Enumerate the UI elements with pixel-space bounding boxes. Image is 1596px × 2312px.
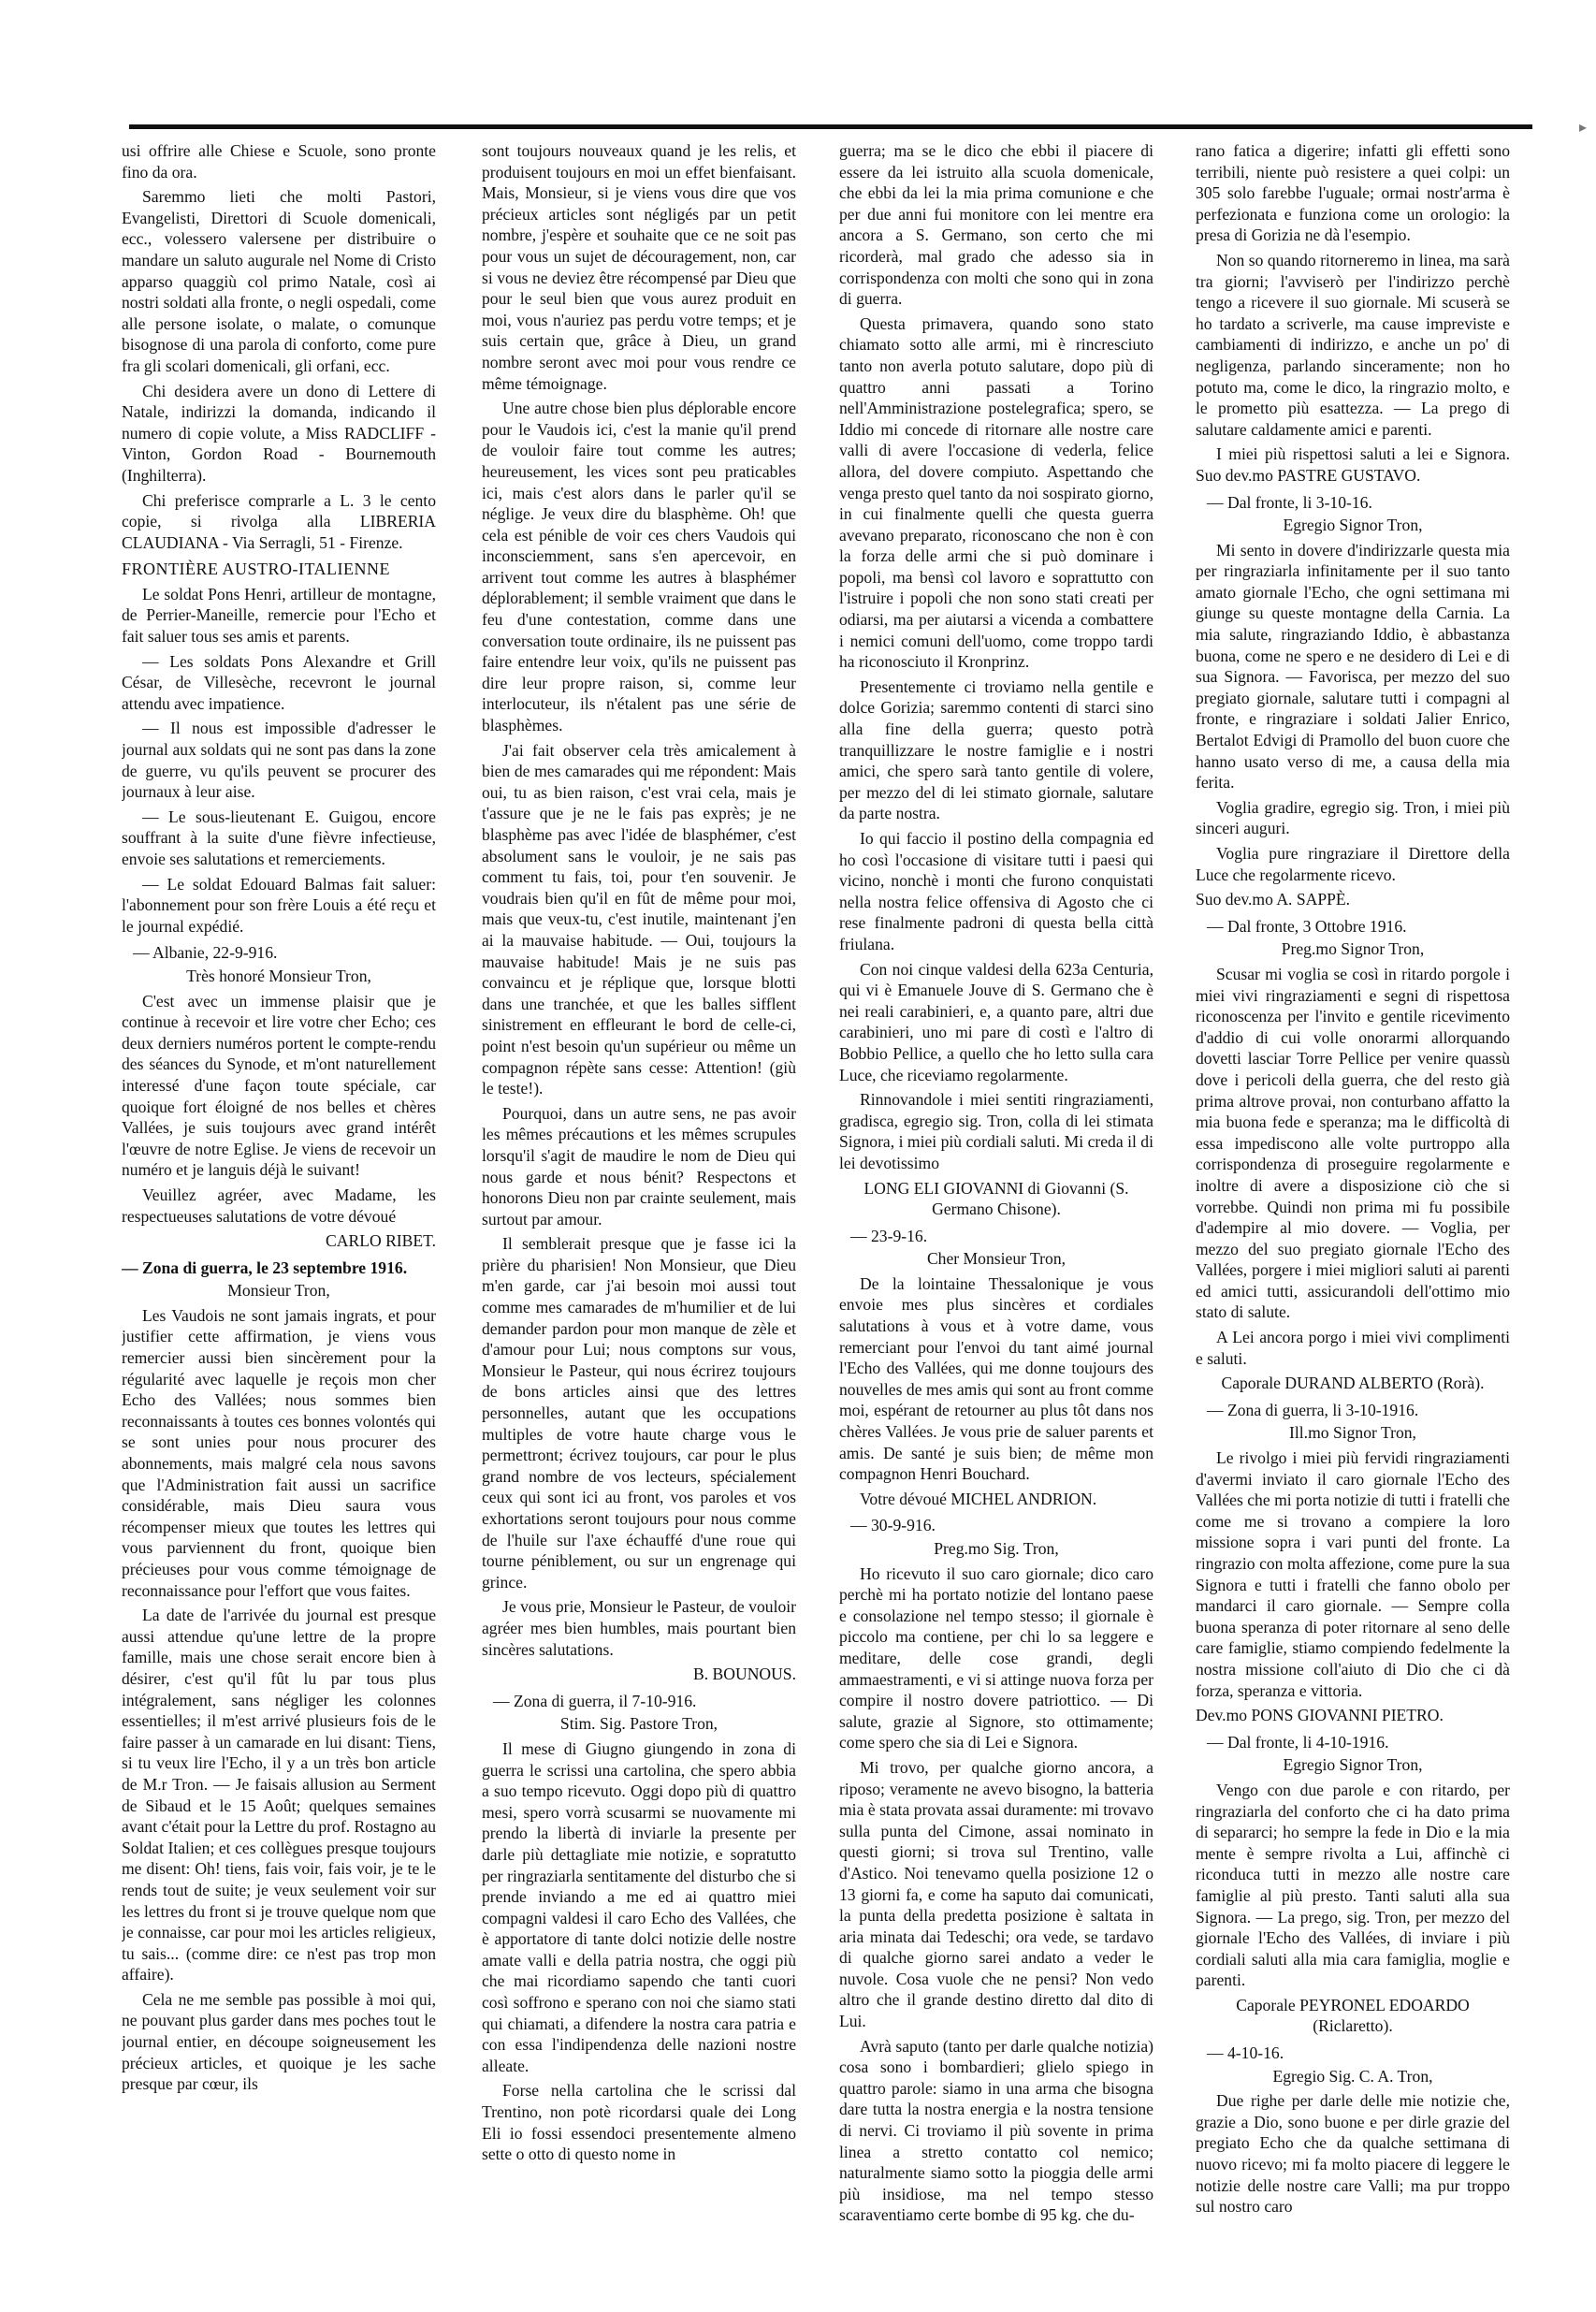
letter-salutation: Egregio Signor Tron, — [1283, 516, 1423, 535]
paragraph: Je vous prie, Monsieur le Pasteur, de vouloir agréer mes bien humbles, mais pourtant bien sincères salutations. — [482, 1597, 796, 1659]
letter-dateline: — Zona di guerra, li 3-10-1916. — [1207, 1400, 1419, 1419]
letter-dateline: — Dal fronte, li 4-10-1916. — [1207, 1732, 1389, 1752]
letter-signature: Caporale PEYRONEL EDOARDO (Riclaretto). — [1236, 1995, 1470, 2036]
letter-salutation: Monsieur Tron, — [227, 1281, 330, 1301]
paragraph: — Le soldat Edouard Balmas fait saluer: l'abonnement pour son frère Louis a été reçu et le journal expédié. — [122, 874, 436, 936]
paragraph: Il semblerait presque que je fasse ici la prière du pharisien! Non Monsieur, que Dieu m'en garde, car j'ai besoin moi aussi tout comme mes camarades de m'humilier et de lui demander pardon pour mon manque de zèle et d'amour pour Lui; nous comptons sur vous, Monsieur le Pasteur, qui nous écrirez toujours de bons articles ainsi que des lettres personnelles, autant que les occupations multiples de votre haute charge vous le permettront; écrivez toujours, car pour le plus grand nombre de vos lecteurs, spécialement ceux qui sont ici au front, vos paroles et vos exhortations seront toujours pour nous comme de l'huile sur l'axe échauffé d'une roue qui tourne péniblement, ou sur un engrenage qui grince. — [482, 1234, 796, 1592]
paragraph: J'ai fait observer cela très amicalement à bien de mes camarades qui me répondent: Mais oui, tu as bien raison, c'est vrai cela, mais je t'assure que je ne le fais pas exprès; je ne blasphème pas avec l'idée de blasphémer, c'est absolument sans le vouloir, je ne sais pas comment tu fais, toi, pour t'en souvenir. Je voudrais bien qu'il en fût de même pour moi, mais que veux-tu, c'est inutile, maintenant j'en ai la mauvaise habitude. — Oui, toujours la mauvaise habitude! Mais je ne suis pas convaincu et je réplique que, lorsque blotti dans une tranchée, et que les balles sifflent sinistrement en effleurant le bord de celle-ci, point n'est besoin qu'un supérieur ou même un compagnon répète sans cesse: Attention! (giù le teste!). — [482, 740, 796, 1098]
paragraph: A Lei ancora porgo i miei vivi complimenti e saluti. — [1196, 1328, 1510, 1368]
paragraph: Veuillez agréer, avec Madame, les respectueuses salutations de votre dévoué — [122, 1185, 436, 1226]
paragraph: guerra; ma se le dico che ebbi il piacere di essere da lei istruito alla scuola domenicale, che ebbi da lei la mia prima comunione e che per due anni fui monitore con lei mentre era ancora a S. Germano, son certo che mi ricorderà, mal grado che adesso sia in corrispondenza con molti che sono qui in zona di guerra. — [839, 141, 1153, 309]
letter-salutation: Egregio Sig. C. A. Tron, — [1272, 2066, 1433, 2086]
paragraph: Rinnovandole i miei sentiti ringraziamenti, gradisca, egregio sig. Tron, colla di lei stimata Signora, i miei più cordiali saluti. Mi creda il di lei devotissimo — [839, 1090, 1153, 1172]
paragraph: Presentemente ci troviamo nella gentile e dolce Gorizia; saremmo contenti di starci sino alla fine della guerra; questo potrà tranquillizzare le nostre famiglie e i nostri amici, che spero sarà tanto gentile di volere, per mezzo del di lei stimato giornale, salutare da parte nostra. — [839, 676, 1153, 823]
letter-dateline: — Dal fronte, 3 Ottobre 1916. — [1207, 916, 1407, 936]
paragraph: Il mese di Giugno giungendo in zona di guerra le scrissi una cartolina, che spero abbia a suo tempo ricevuto. Oggi dopo più di quattro mesi, spero vorrà scusarmi se nuovamente mi prendo la libertà di inviarle la presente per darle più dettagliate mie notizie, e sopratutto per ringraziarla sentitamente del disturbo che si prende inviando a me ed ai quattro miei compagni valdesi il caro Echo des Vallées, che è apportatore di tante dolci notizie delle nostre amate valli e della patria nostra, che oggi più che mai ricordiamo sapendo che tanti cuori così soffrono e sperano con noi che siamo stati qui chiamati, a difendere la nostra cara patria e con essa l'indipendenza delle nazioni nostre alleate. — [482, 1738, 796, 2075]
paragraph: Non so quando ritorneremo in linea, ma sarà tra giorni; l'avviserò per l'indirizzo perchè tengo a ricevere il suo giornale. Mi scuserà se ho tardato a scriverle, ma cause impreviste e cambiamenti di indirizzo, e anche un po' di negligenza, parlando sinceramente; non ho potuto ma, come le dico, la ringrazio molto, e le prometto più esattezza. — La prego di salutare caldamente amici e parenti. — [1196, 250, 1510, 439]
letter-salutation: Cher Monsieur Tron, — [926, 1249, 1066, 1269]
paragraph: De la lointaine Thessalonique je vous envoie mes plus sincères et cordiales salutations à vous et à votre dame, vous remerciant pour l'envoi du tant aimé journal l'Echo des Vallées, qui me donne toujours des nouvelles de mes amis qui sont au front comme moi, espérant de retourner au plus tôt dans nos chères Vallées. Je vous prie de saluer parents et amis. De santé je suis bien; de même mon compagnon Henri Bouchard. — [839, 1273, 1153, 1484]
paragraph: Voglia gradire, egregio sig. Tron, i miei più sinceri auguri. — [1196, 797, 1510, 838]
letter-signature: CARLO RIBET. — [326, 1231, 436, 1251]
paragraph: Io qui faccio il postino della compagnia ed ho così l'occasione di visitare tutti i paesi qui vicino, nonchè i monti che furono conquistati nella nostra felice offensiva di Agosto che ci rese finalmente padroni di questa bella città friulana. — [839, 829, 1153, 953]
letter-dateline: — Zona di guerra, il 7-10-916. — [493, 1691, 697, 1710]
paragraph: Due righe per darle delle mie notizie che, grazie a Dio, sono buone e per dirle grazie del pregiato Echo che da qualche settimana di nuovo ricevo; mi fa molto piacere di leggere le notizie delle nostre care Valli; ma pur troppo sul nostro caro — [1196, 2091, 1510, 2217]
paragraph: Mi trovo, per qualche giorno ancora, a riposo; veramente ne avevo bisogno, la batteria mia è stata provata assai duramente: mi trovavo sulla punta del Cimone, assai nominato in questi giorni; si trova sul Trentino, valle d'Astico. Noi tenevamo quella posizione 12 o 13 giorni fa, e come ha saputo dai comunicati, la punta della predetta posizione è saltata in aria minata dai Tedeschi; ora vede, se tardavo di qualche giorno sarei andato a veder le nuvole. Cosa vuole che ne pensi? Non vedo altro che il grande destino diretto dal dito di Lui. — [839, 1757, 1153, 2031]
paragraph: Mi sento in dovere d'indirizzarle questa mia per ringraziarla infinitamente per il suo tanto amato giornale l'Echo, che ogni settimana mi giunge su queste montagne della Carnia. La mia salute, ringraziando Iddio, è abbastanza buona, come ne spero e ne desidero di Lei e di sua Signora. — Favorisca, per mezzo del suo pregiato giornale, salutare tutti i compagni al fronte, e ringraziare i soldati Jalier Enrico, Bertalot Edvigi di Pramollo del buon cuore che hanno usato verso di me, a causa della mia ferita. — [1196, 540, 1510, 792]
letter-salutation: Preg.mo Sig. Tron, — [934, 1539, 1059, 1558]
paragraph: rano fatica a digerire; infatti gli effetti sono terribili, niente può resistere a quei colpi: un 305 solo farebbe l'uguale; ormai nostr'arma è perfezionata e funziona come un orologio: la presa di Gorizia ne dà l'esempio. — [1196, 141, 1510, 245]
section-heading: FRONTIÈRE AUSTRO-ITALIENNE — [122, 560, 391, 579]
column-4 — [1196, 140, 1510, 2292]
letter-dateline: — Zona di guerra, le 23 septembre 1916. — [122, 1258, 408, 1277]
letter-dateline: — Albanie, 22-9-916. — [133, 943, 278, 963]
paragraph: Con noi cinque valdesi della 623a Centuria, qui vi è Emanuele Jouve di S. Germano che è nei reali carabinieri, e, a quanto pare, altri due carabinieri, uno mi pare di costì e l'altro di Bobbio Pellice, a quello che ho letto sulla cara Luce, che riceviamo regolarmente. — [839, 959, 1153, 1084]
column-1 — [122, 140, 436, 2292]
letter-signature: B. BOUNOUS. — [693, 1665, 796, 1684]
letter-salutation: Preg.mo Signor Tron, — [1281, 939, 1425, 959]
paragraph: Suo dev.mo A. SAPPÈ. — [1196, 890, 1351, 909]
paragraph: Voglia pure ringraziare il Direttore della Luce che regolarmente ricevo. — [1196, 844, 1510, 884]
letter-salutation: Egregio Signor Tron, — [1283, 1755, 1423, 1775]
paragraph: Dev.mo PONS GIOVANNI PIETRO. — [1196, 1706, 1444, 1725]
paragraph: Saremmo lieti che molti Pastori, Evangelisti, Direttori di Scuole domenicali, ecc., volessero valersene per distribuire o mandare un saluto augurale nel Nome di Cristo apparso quaggiù col primo Natale, così ai nostri soldati alla fronte, o negli ospedali, come alle persone isolate, o malate, o comunque bisognose di una parola di conforto, come pure fra gli scolari domenicali, gli orfani, ecc. — [122, 187, 436, 375]
letter-salutation: Stim. Sig. Pastore Tron, — [559, 1714, 718, 1734]
paragraph: Une autre chose bien plus déplorable encore pour le Vaudois ici, c'est la manie qu'il prend de vouloir faire tout comme les autres; heureusement, les vices sont peu praticables ici, mais c'est alors dans le parler qu'il se néglige. Je veux dire du blasphème. Oh! que cela est pénible de voir ces chers Vaudois qui inconsciemment, sans s'en apercevoir, en arrivent tout comme les autres à blasphémer déplorablement; il semble vraiment que dans le feu d'une contestation, comme dans une conversation toute ordinaire, ils ne puissent pas faire entendre leur voix, qu'ils ne puissent pas dire leur propre raison, si, comme leur interlocuteur, ils n'étalent pas une série de blasphèmes. — [482, 399, 796, 735]
paragraph: Pourquoi, dans un autre sens, ne pas avoir les mêmes précautions et les mêmes scrupules lorsqu'il s'agit de maudire le nom de Dieu qui nous garde et nous bénit? Respectons et honorons Dieu non par crainte seulement, mais surtout par amour. — [482, 1103, 796, 1229]
page-edge-mark-icon: ▸ — [1579, 118, 1588, 136]
column-3 — [839, 140, 1153, 2292]
paragraph: Avrà saputo (tanto per darle qualche notizia) cosa sono i bombardieri; glielo spiego in quattro parole: siamo in una arma che bisogna dare tutta la nostra energia e la nostra tensione di nervi. Ci troviamo il più sovente in prima linea a stretto contatto col nemico; naturalmente siamo sotto la pioggia delle armi più insidiose, ma nel tempo stesso scaraventiamo certe bombe di 95 kg. che du- — [839, 2036, 1153, 2225]
paragraph: I miei più rispettosi saluti a lei e Signora. Suo dev.mo PASTRE GUSTAVO. — [1196, 444, 1510, 485]
paragraph: Le soldat Pons Henri, artilleur de montagne, de Perrier-Maneille, remercie pour l'Echo et fait saluer tous ses amis et parents. — [122, 584, 436, 647]
paragraph: Les Vaudois ne sont jamais ingrats, et pour justifier cette affirmation, je viens vous remercier aussi bien sincèrement pour la régularité avec laquelle je reçois mon cher Echo des Vallées; nous sommes bien reconnaissants à toutes ces bonnes volontés qui se sont unies pour nous procurer des abonnements, mais malgré cela nous savons que l'Administration fait aussi un sacrifice considérable, mais Dieu saura vous récompenser mieux que toutes les lettres qui vous parviennent du front, quoique bien précieuses pour vous comme témoignage de reconnaissance pour l'effort que vous faites. — [122, 1305, 436, 1600]
paragraph: Chi preferisce comprarle a L. 3 le cento copie, si rivolga alla LIBRERIA CLAUDIANA - Via Serragli, 51 - Firenze. — [122, 490, 436, 552]
paragraph: Chi desidera avere un dono di Lettere di Natale, indirizzi la domanda, indicando il numero di copie volute, a Miss RADCLIFF - Vinton, Gordon Road - Bournemouth (Inghilterra). — [122, 381, 436, 485]
letter-signature: Caporale DURAND ALBERTO (Rorà). — [1221, 1374, 1485, 1393]
paragraph: Ho ricevuto il suo caro giornale; dico caro perchè mi ha portato notizie del lontano paese e consolazione nel tempo stesso; il giornale è piccolo ma contiene, per chi lo sa leggere e meditare, delle cose grandi, degli ammaestramenti, e vi si attinge nuova forza per compire il nostro dovere patriottico. — Di salute, grazie al Signore, sto ottimamente; come spero che sia di Lei e Signora. — [839, 1563, 1153, 1752]
letter-signature: LONG ELI GIOVANNI di Giovanni (S. Germano Chisone). — [863, 1178, 1129, 1219]
paragraph: sont toujours nouveaux quand je les relis, et produisent toujours en moi un effet bienfaisant. Mais, Monsieur, si je viens vous dire que vos précieux articles sont négligés par un petit nombre, j'espère et souhaite que ce ne soit pas pour vous un sujet de découragement, non, car si vous ne deviez être récompensé par Dieu que pour le seul bien que vous aurez produit en moi, vous n'auriez pas perdu votre temps; et je suis certain que, grâce à Dieu, un grand nombre seront avec moi pour vous rendre ce même témoignage. — [482, 141, 796, 393]
paragraph: Le rivolgo i miei più fervidi ringraziamenti d'avermi inviato il caro giornale l'Echo des Vallées che mi porta notizie di tutti i fratelli che come me si trovano a compiere la loro missione sopra i vari punti del fronte. La ringrazio con molta affezione, come pure la sua Signora e tutti i fratelli che fanno obolo per mandarci il caro giornale. — Sempre colla buona speranza di poter ritornare al seno delle care famiglie, stiamo compiendo fedelmente la nostra missione coll'aiuto di Dio che ci dà forza, speranza e vittoria. — [1196, 1448, 1510, 1700]
paragraph: Forse nella cartolina che le scrissi dal Trentino, non potè ricordarsi quale dei Long Eli io fossi essendoci presentemente almeno sette o otto di questo nome in — [482, 2081, 796, 2164]
letter-dateline: — Dal fronte, li 3-10-16. — [1207, 492, 1372, 512]
paragraph: — Il nous est impossible d'adresser le journal aux soldats qui ne sont pas dans la zone de guerre, vu qu'ils peuvent se procurer des journaux à leur aise. — [122, 719, 436, 802]
paragraph: Questa primavera, quando sono stato chiamato sotto alle armi, mi è rincresciuto tanto non averla potuto salutare, dopo più di quattro anni passati a Torino nell'Amministrazione postelegrafica; spero, se Iddio mi concede di ritornare alle nostre care valli di avere l'occasione di vederla, felice allora, del dovere compiuto. Aspettando che venga presto quel tanto da noi sospirato giorno, in cui finalmente quelli che questa guerra avevano preparato, riconoscano che non è con la forza delle armi che si può dominare i popoli, ma bensì col lavoro e soprattutto con l'istruire i popoli che non sono stati creati per odiarsi, ma per aiutarsi a vicenda a combattere i nemici comuni dell'uomo, come troppo tardi ha riconosciuto il Kronprinz. — [839, 313, 1153, 672]
paragraph: Votre dévoué MICHEL ANDRION. — [860, 1489, 1097, 1508]
column-2 — [482, 140, 796, 2292]
letter-dateline: — 23-9-16. — [850, 1226, 928, 1245]
paragraph: Vengo con due parole e con ritardo, per ringraziarla del conforto che ci ha dato prima di separarci; ho sempre la fede in Dio e la mia mente è sempre rivolta a Lui, affinchè ci riconduca tutti in mezzo alle nostre care famiglie al più presto. Tanti saluti alla sua Signora. — La prego, sig. Tron, per mezzo del giornale l'Echo des Vallées, di inviare i più cordiali saluti alla mia cara famiglia, moglie e parenti. — [1196, 1780, 1510, 1990]
paragraph: Scusar mi voglia se così in ritardo porgole i miei vivi ringraziamenti e segni di rispettosa riconoscenza per l'invito e gentile ricevimento d'addio di cui volle onorarmi allorquando dovetti lasciar Torre Pellice per venire quassù dove i pericoli della guerra, che del resto già prima altrove provai, non conturbano affatto la mia buona fede e speranza; ma le difficoltà di essa impediscono alle volte purtroppo alla corrispondenza di proseguire regolarmente e inoltre di avere a disposizione ciò che si vorrebbe. Quindi non prima mi fu possibile d'adempire al mio dovere. — Voglia, per mezzo del suo pregiato giornale l'Echo des Vallées, porgere i miei migliori saluti ai parenti ed amici tutti, assicurandoli dell'ottimo mio stato di salute. — [1196, 964, 1510, 1322]
top-rule — [129, 124, 1532, 129]
paragraph: — Le sous-lieutenant E. Guigou, encore souffrant à la suite d'une fièvre infectieuse, envoie ses salutations et remerciements. — [122, 807, 436, 868]
paragraph: C'est avec un immense plaisir que je continue à recevoir et lire votre cher Echo; ces deux derniers numéros portent le compte-rendu des séances du Synode, et m'ont naturellement interessé d'une façon toute spéciale, car quoique fort éloigné de nos belles et chères Vallées, je suis toujours avec grand intérêt l'œuvre de notre Eglise. Je viens de recevoir un numéro et je languis déjà le suivant! — [122, 991, 436, 1180]
letter-salutation: Ill.mo Signor Tron, — [1289, 1423, 1416, 1443]
letter-dateline: — 30-9-916. — [850, 1516, 936, 1535]
paragraph: La date de l'arrivée du journal est presque aussi attendue qu'une lettre de la propre famille, mais une chose serait encore bien à désirer, c'est qu'il fût lu par tous plus intégralement, sans négliger les colonnes essentielles; il m'est arrivé plusieurs fois de le faire passer à un camarade en lui disant: Tiens, si tu veux lire l'Echo, il y a un très bon article de M.r Tron. — Je faisais allusion au Serment de Sibaud et le 15 Août; quelques semaines avant c'était pour la Lettre du prof. Rostagno au Soldat Italien; et ces collègues presque toujours me disent: Oh! tiens, fais voir, fais voir, je te le rends tout de suite; je veux seulement voir sur les lettres du front si je trouve quelque nom que je connaisse, car pour moi les articles religieux, tu sais... (comme dire: ce n'est pas trop mon affaire). — [122, 1606, 436, 1985]
paragraph: usi offrire alle Chiese e Scuole, sono pronte fino da ora. — [122, 141, 436, 182]
letter-dateline: — 4-10-16. — [1207, 2043, 1284, 2063]
paragraph: — Les soldats Pons Alexandre et Grill César, de Villesèche, recevront le journal attendu avec impatience. — [122, 651, 436, 713]
paragraph: Cela ne me semble pas possible à moi qui, ne pouvant plus garder dans mes poches tout le journal entier, en découpe soigneusement les précieux articles, et quoique je les sache presque par cœur, ils — [122, 1989, 436, 2094]
letter-salutation: Très honoré Monsieur Tron, — [186, 966, 371, 985]
